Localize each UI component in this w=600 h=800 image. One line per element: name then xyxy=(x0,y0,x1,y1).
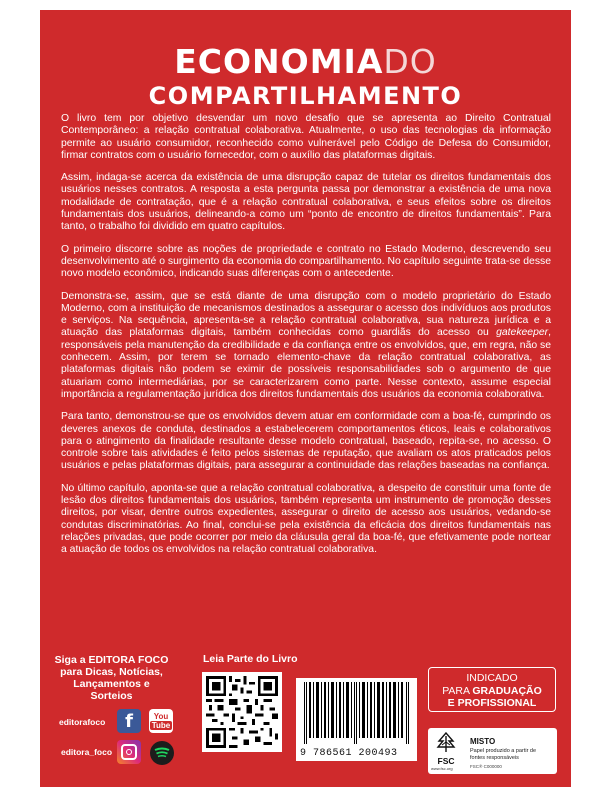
social-handle-editora-foco: editora_foco xyxy=(61,747,113,757)
fsc-label: FSC xyxy=(437,756,455,766)
audience-graduacao: GRADUAÇÃO xyxy=(472,684,542,697)
synopsis-paragraph-6: No último capítulo, aponta-se que a relação contratual colaborativa, a despeito de constituir uma fonte de lesão dos direitos fundamentais dos usuários, também representa um instrumento de promoção desses direitos, por visar, dentre outros expedientes, assegurar o direito de acesso aos usuários, vedando-se condutas discriminatórias. Ao final, conclui-se pela existência da eficácia dos direitos fundamentais nas relações privadas, que pode ocorrer por meio da cláusula geral da boa-fé, que efetivamente pode nortear a atuação de todos os envolvidos na relação contratual colaborativa. xyxy=(61,482,551,556)
synopsis-paragraph-2: Assim, indaga-se acerca da existência de uma disrupção capaz de tutelar os direitos fundamentais dos usuários nesses contratos. A resposta a esta pergunta passa por demonstrar a existência de uma nova modalidade de contratação, que é a relação contratual colaborativa, e seus efeitos sobre os direitos fundamentais dos usuários, delineando-a como um “ponto de encontro de direitos fundamentais”. Para tanto, o trabalho foi dividido em quatro capítulos. xyxy=(61,172,551,233)
fsc-certification xyxy=(428,728,557,774)
audience-para: PARA xyxy=(442,684,470,697)
book-title-line-1 xyxy=(40,42,571,81)
title-economia: ECONOMIA xyxy=(174,42,384,81)
spotify-icon[interactable] xyxy=(150,741,174,765)
fsc-tree-icon xyxy=(435,732,457,754)
synopsis-paragraph-5: Para tanto, demonstrou-se que os envolvidos devem atuar em conformidade com a boa-fé, cumprindo os deveres anexos de conduta, destinados a estabelecerem comportamentos éticos, leais e colaborativos para o atingimento da finalidade resultante desse modelo contratual, baseado, repita-se, no acesso. O controle sobre tais atividades é feito pelos sistemas de reputação, que avaliam os atos praticados pelos usuários e pelas plataformas digitais, para assegurar a continuidade das relações baseadas na confiança. xyxy=(61,411,551,472)
audience-line-1: INDICADO xyxy=(466,672,518,684)
fsc-site: www.fsc.org xyxy=(431,766,453,771)
fsc-description: Papel produzido a partir de fontes responsáveis xyxy=(470,748,537,761)
fsc-code: FSC® C000000 xyxy=(470,764,502,769)
isbn-number: 9 786561 200493 xyxy=(300,748,398,759)
synopsis-paragraph-4 xyxy=(61,291,551,402)
youtube-icon[interactable] xyxy=(149,709,173,733)
facebook-icon[interactable]: f xyxy=(117,709,141,733)
paragraph-4-end: , responsáveis pela manutenção da credibilidade e da confiança entre os envolvidos, que, em regra, não se conhecem. Assim, por terem se tornado elemento-chave da relação contratual colaborativa, as plataformas digitais não podem se eximir de possíveis responsabilidades sob o argumento de que atuariam como intermediárias, por se caracterizarem como parte. Nesse contexto, assume especial importância a regulamentação jurídica dos direitos fundamentais dos usuários da economia colaborativa. xyxy=(61,327,551,400)
audience-line-3: E PROFISSIONAL xyxy=(447,697,537,709)
synopsis-paragraph-3: O primeiro discorre sobre as noções de propriedade e contrato no Estado Moderno, descrevendo seu desenvolvimento até o surgimento da economia do compartilhamento. No capítulo seguinte trata-se desse novo modelo econômico, indicando suas diferenças com o antecedente. xyxy=(61,243,551,280)
isbn-barcode xyxy=(296,678,417,761)
follow-line-2: para Dicas, Notícias, xyxy=(60,666,163,678)
social-handle-editorafoco: editorafoco xyxy=(59,717,106,727)
instagram-icon[interactable] xyxy=(117,740,141,764)
synopsis xyxy=(61,113,551,567)
follow-publisher-text xyxy=(54,654,169,702)
paragraph-4-start: Demonstra-se, assim, que se está diante de uma disrupção com o modelo proprietário do Estado Moderno, com a instituição de mecanismos destinados a assegurar o acesso dos indivíduos aos produtos e serviços. Na sequência, apresenta-se a relação contratual colaborativa, sua natureza jurídica e a atuação das plataformas digitais, também conhecidas como guardiãs do acesso ou xyxy=(61,290,551,339)
follow-line-1: Siga a EDITORA FOCO xyxy=(54,654,169,666)
fsc-misto: MISTO xyxy=(470,737,496,746)
footer-area xyxy=(40,650,571,787)
qr-code[interactable] xyxy=(202,672,282,752)
title-do: DO xyxy=(383,42,437,81)
book-title-line-2: COMPARTILHAMENTO xyxy=(148,82,463,110)
synopsis-paragraph-1: O livro tem por objetivo desvendar um novo desafio que se apresenta ao Direito Contratual Contemporâneo: a relação contratual colaborativa. Atualmente, o uso das tecnologias da informação permite ao usuário consumidor, reconhecido como vulnerável pelo Código de Defesa do Consumidor, firmar contratos com o usuário fornecedor, com o auxílio das plataformas digitais. xyxy=(61,113,551,161)
follow-line-3: Lançamentos e Sorteios xyxy=(73,678,150,702)
youtube-you: You xyxy=(153,712,169,721)
audience-badge xyxy=(428,667,556,712)
youtube-tube: Tube xyxy=(151,721,171,730)
gatekeeper-term: gatekeeper xyxy=(496,327,549,339)
qr-label: Leia Parte do Livro xyxy=(203,653,298,665)
audience-line-2 xyxy=(429,685,555,698)
back-cover xyxy=(40,10,571,787)
